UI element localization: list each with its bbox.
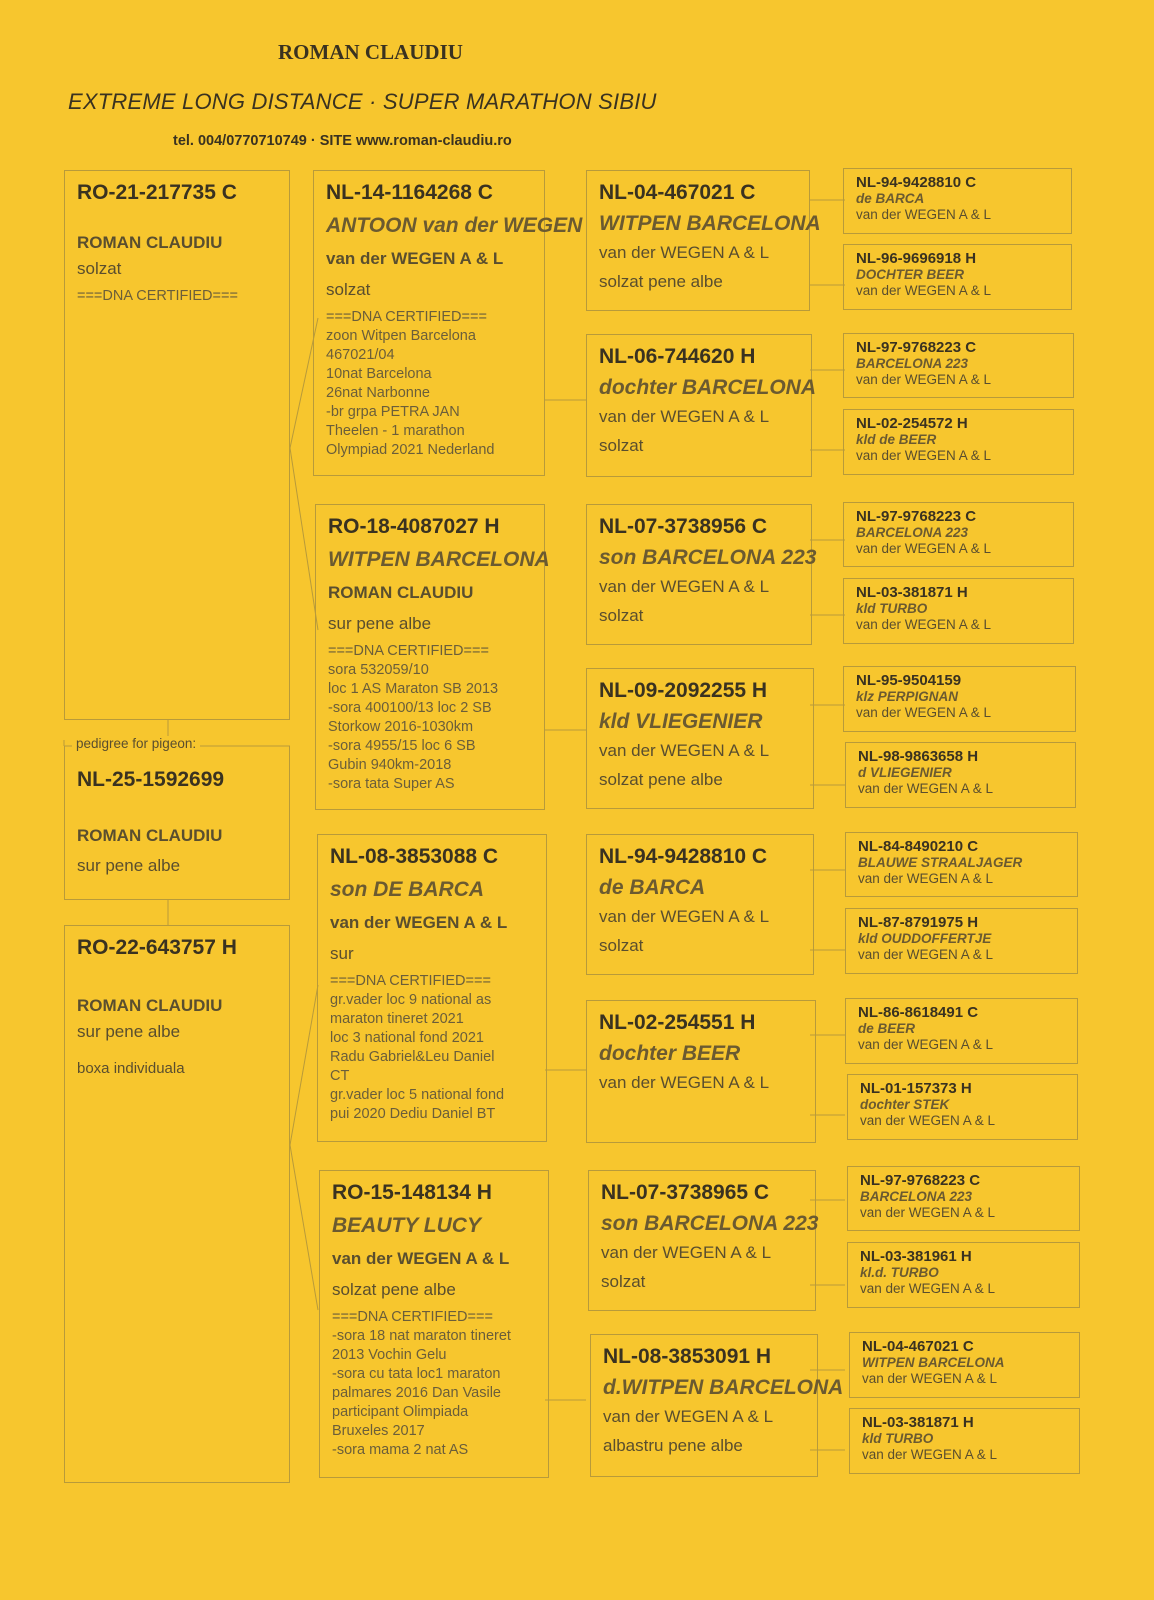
sire-card [64, 170, 290, 720]
gen3-breeder: van der WEGEN A & L [599, 907, 770, 926]
gen2-name: BEAUTY LUCY [332, 1214, 481, 1237]
gen2-color: sur pene albe [328, 614, 432, 633]
dam-card [64, 925, 290, 1483]
gen3-card [590, 1334, 844, 1477]
gen3-color: solzat pene albe [599, 770, 723, 789]
gen4-ring: NL-87-8791975 H [858, 914, 979, 931]
gen4-breeder: van der WEGEN A & L [856, 617, 992, 632]
gen4-name: de BEER [858, 1021, 916, 1036]
dam-extra: boxa individuala [77, 1060, 185, 1077]
gen4-name: BARCELONA 223 [856, 356, 969, 371]
gen4-card [849, 1408, 1080, 1474]
gen3-ring: NL-94-9428810 C [599, 845, 768, 868]
gen4-card [843, 578, 1074, 644]
gen2-name: WITPEN BARCELONA [328, 548, 550, 571]
gen4-breeder: van der WEGEN A & L [862, 1447, 998, 1462]
subject-card [64, 746, 290, 900]
gen4-name: WITPEN BARCELONA [862, 1355, 1005, 1370]
gen4-breeder: van der WEGEN A & L [862, 1371, 998, 1386]
gen2-card [315, 504, 550, 810]
gen4-breeder: van der WEGEN A & L [858, 871, 994, 886]
gen3-breeder: van der WEGEN A & L [599, 577, 770, 596]
gen2-notes: ===DNA CERTIFIED=== -sora 18 nat maraton tineret 2013 Vochin Gelu -sora cu tata loc1 maraton palmares 2016 Dan Vasile participant Olimpiada Bruxeles 2017 -sora mama 2 nat AS [332, 1309, 511, 1458]
gen4-breeder: van der WEGEN A & L [856, 372, 992, 387]
gen4-card [843, 409, 1074, 475]
gen3-name: dochter BARCELONA [599, 376, 817, 399]
header-subtitle: EXTREME LONG DISTANCE · SUPER MARATHON SIBIU [68, 89, 657, 114]
gen4-card [845, 998, 1078, 1064]
gen4-ring: NL-95-9504159 [856, 672, 962, 689]
gen3-color: solzat [599, 936, 644, 955]
gen3-name: dochter BEER [599, 1042, 741, 1065]
gen3-card [588, 1170, 819, 1311]
gen4-card [843, 168, 1072, 234]
gen3-breeder: van der WEGEN A & L [599, 741, 770, 760]
gen4-breeder: van der WEGEN A & L [856, 283, 992, 298]
gen3-color: solzat [599, 436, 644, 455]
gen3-name: son BARCELONA 223 [599, 546, 817, 569]
gen3-name: son BARCELONA 223 [601, 1212, 819, 1235]
gen4-name: kl.d. TURBO [860, 1265, 939, 1280]
gen2-notes: ===DNA CERTIFIED=== zoon Witpen Barcelona 467021/04 10nat Barcelona 26nat Narbonne -br grpa PETRA JAN Theelen - 1 marathon Olympiad 2021 Nederland [326, 309, 495, 458]
gen4-card [847, 1166, 1080, 1231]
gen2-name: ANTOON van der WEGEN [326, 214, 583, 237]
gen4-breeder: van der WEGEN A & L [856, 705, 992, 720]
pedigree-label: pedigree for pigeon: [72, 736, 200, 751]
gen3-card [586, 170, 821, 311]
gen2-breeder: ROMAN CLAUDIU [328, 583, 474, 602]
gen2-card [319, 1170, 549, 1478]
gen4-breeder: van der WEGEN A & L [860, 1205, 996, 1220]
gen4-ring: NL-03-381871 H [856, 584, 968, 601]
gen2-color: solzat pene albe [332, 1280, 456, 1299]
gen2-ring: RO-18-4087027 H [328, 515, 500, 538]
gen2-breeder: van der WEGEN A & L [332, 1249, 510, 1268]
gen3-color: solzat pene albe [599, 272, 723, 291]
gen2-ring: NL-08-3853088 C [330, 845, 499, 868]
gen4-ring: NL-03-381961 H [860, 1248, 972, 1265]
header-owner: ROMAN CLAUDIU [278, 40, 463, 64]
gen4-card [847, 1074, 1078, 1140]
gen4-card [843, 333, 1074, 398]
gen4-breeder: van der WEGEN A & L [858, 947, 994, 962]
gen3-color: solzat [599, 606, 644, 625]
gen4-name: kld TURBO [862, 1431, 934, 1446]
sire-breeder: ROMAN CLAUDIU [77, 233, 223, 252]
gen4-card [845, 908, 1078, 974]
gen2-notes: ===DNA CERTIFIED=== sora 532059/10 loc 1 AS Maraton SB 2013 -sora 400100/13 loc 2 SB Storkow 2016-1030km -sora 4955/15 loc 6 SB Gubin 940km-2018 -sora tata Super AS [328, 643, 499, 792]
gen2-color: sur [330, 944, 354, 963]
gen4-ring: NL-96-9696918 H [856, 250, 977, 267]
gen4-name: kld de BEER [856, 432, 937, 447]
gen4-ring: NL-98-9863658 H [858, 748, 979, 765]
gen4-name: BARCELONA 223 [856, 525, 969, 540]
gen3-breeder: van der WEGEN A & L [599, 407, 770, 426]
gen4-breeder: van der WEGEN A & L [856, 448, 992, 463]
gen4-name: klz PERPIGNAN [856, 689, 959, 704]
gen4-name: dochter STEK [860, 1097, 950, 1112]
gen4-ring: NL-97-9768223 C [860, 1172, 981, 1189]
gen4-ring: NL-86-8618491 C [858, 1004, 979, 1021]
gen3-color: solzat [601, 1272, 646, 1291]
gen4-ring: NL-04-467021 C [862, 1338, 974, 1355]
dam-breeder: ROMAN CLAUDIU [77, 996, 223, 1015]
gen4-name: d VLIEGENIER [858, 765, 952, 780]
gen4-breeder: van der WEGEN A & L [858, 781, 994, 796]
sire-notes: ===DNA CERTIFIED=== [77, 288, 238, 304]
gen4-name: BLAUWE STRAALJAGER [858, 855, 1023, 870]
sire-color: solzat [77, 259, 122, 278]
gen4-breeder: van der WEGEN A & L [860, 1281, 996, 1296]
gen2-color: solzat [326, 280, 371, 299]
gen4-ring: NL-03-381871 H [862, 1414, 974, 1431]
gen3-name: de BARCA [599, 876, 706, 899]
gen3-ring: NL-06-744620 H [599, 345, 756, 368]
gen4-ring: NL-97-9768223 C [856, 339, 977, 356]
header-contact: tel. 004/0770710749 · SITE www.roman-claudiu.ro [173, 133, 512, 149]
gen4-card [845, 742, 1076, 808]
gen4-ring: NL-94-9428810 C [856, 174, 977, 191]
gen3-ring: NL-04-467021 C [599, 181, 756, 204]
gen3-card [586, 668, 814, 809]
gen4-card [847, 1242, 1080, 1308]
gen3-card [586, 334, 817, 477]
gen4-name: de BARCA [856, 191, 925, 206]
gen4-name: BARCELONA 223 [860, 1189, 973, 1204]
sire-ring: RO-21-217735 C [77, 181, 237, 204]
gen2-name: son DE BARCA [330, 878, 485, 901]
gen4-breeder: van der WEGEN A & L [856, 207, 992, 222]
gen4-card [843, 502, 1074, 567]
gen3-color: albastru pene albe [603, 1436, 743, 1455]
gen3-card [586, 834, 814, 975]
gen3-card [586, 504, 817, 645]
gen2-card [313, 170, 583, 476]
gen3-ring: NL-07-3738956 C [599, 515, 768, 538]
gen3-breeder: van der WEGEN A & L [601, 1243, 772, 1262]
gen3-ring: NL-02-254551 H [599, 1011, 756, 1034]
gen4-ring: NL-97-9768223 C [856, 508, 977, 525]
gen4-ring: NL-84-8490210 C [858, 838, 979, 855]
gen3-breeder: van der WEGEN A & L [599, 243, 770, 262]
subject-color: sur pene albe [77, 856, 181, 875]
gen4-card [845, 832, 1078, 897]
gen4-breeder: van der WEGEN A & L [858, 1037, 994, 1052]
gen4-name: kld OUDDOFFERTJE [858, 931, 992, 946]
gen3-ring: NL-09-2092255 H [599, 679, 768, 702]
gen3-breeder: van der WEGEN A & L [603, 1407, 774, 1426]
gen4-card [843, 244, 1072, 310]
gen4-ring: NL-01-157373 H [860, 1080, 972, 1097]
gen3-breeder: van der WEGEN A & L [599, 1073, 770, 1092]
subject-breeder: ROMAN CLAUDIU [77, 826, 223, 845]
dam-color: sur pene albe [77, 1022, 181, 1041]
gen2-breeder: van der WEGEN A & L [330, 913, 508, 932]
gen3-name: WITPEN BARCELONA [599, 212, 821, 235]
gen4-card [843, 666, 1076, 732]
gen4-card [849, 1332, 1080, 1398]
subject-ring: NL-25-1592699 [77, 768, 225, 791]
gen4-ring: NL-02-254572 H [856, 415, 968, 432]
gen2-notes: ===DNA CERTIFIED=== gr.vader loc 9 national as maraton tineret 2021 loc 3 national fond 2021 Radu Gabriel&Leu Daniel CT gr.vader loc 5 national fond pui 2020 Dediu Daniel BT [330, 973, 505, 1122]
gen3-name: kld VLIEGENIER [599, 710, 763, 733]
gen3-name: d.WITPEN BARCELONA [603, 1376, 844, 1399]
gen4-name: kld TURBO [856, 601, 928, 616]
gen3-ring: NL-08-3853091 H [603, 1345, 772, 1368]
gen4-breeder: van der WEGEN A & L [856, 541, 992, 556]
gen4-breeder: van der WEGEN A & L [860, 1113, 996, 1128]
gen2-ring: RO-15-148134 H [332, 1181, 492, 1204]
gen4-name: DOCHTER BEER [856, 267, 965, 282]
dam-ring: RO-22-643757 H [77, 936, 237, 959]
gen2-breeder: van der WEGEN A & L [326, 249, 504, 268]
gen2-card [317, 834, 547, 1142]
gen3-card [586, 1000, 816, 1143]
gen2-ring: NL-14-1164268 C [326, 181, 493, 204]
gen3-ring: NL-07-3738965 C [601, 1181, 770, 1204]
